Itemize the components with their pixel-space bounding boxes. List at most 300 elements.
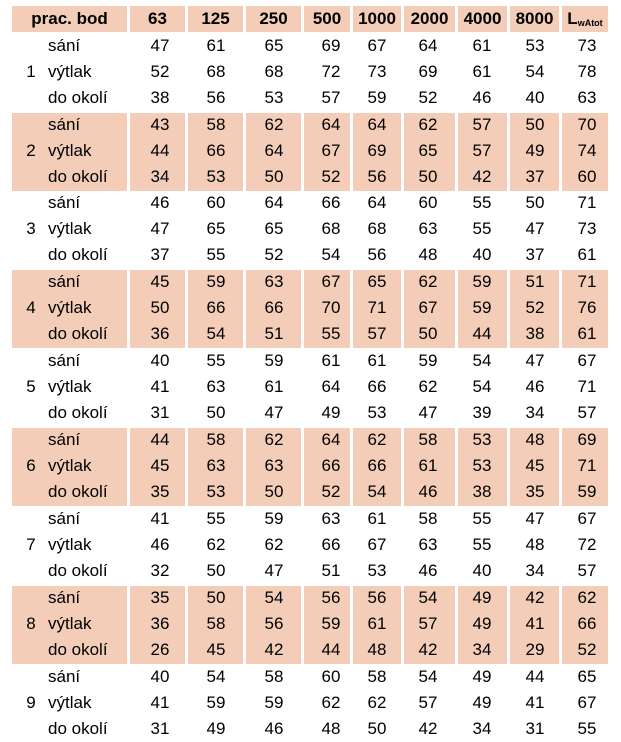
value-cell: 54 [321, 245, 341, 264]
value-cell: 36 [150, 324, 170, 343]
value-cell: 40 [150, 667, 170, 686]
header-freq-125: 125 [201, 9, 230, 28]
row-label: sání [48, 115, 81, 134]
value-cell: 59 [264, 509, 284, 528]
value-cell: 42 [418, 719, 438, 738]
value-cell: 46 [418, 561, 438, 580]
value-cell: 64 [321, 430, 341, 449]
total-cell: 69 [577, 430, 597, 449]
value-cell: 58 [206, 430, 226, 449]
row-label: do okolí [48, 403, 108, 422]
row-label: výtlak [48, 141, 92, 160]
value-cell: 57 [472, 115, 492, 134]
value-cell: 55 [472, 193, 492, 212]
header-label-cell [12, 6, 127, 32]
table-row [0, 321, 621, 347]
row-label: do okolí [48, 482, 108, 501]
total-cell: 78 [577, 62, 597, 81]
value-cell: 44 [150, 430, 170, 449]
table-row [0, 664, 621, 690]
value-cell: 53 [206, 167, 226, 186]
group-number: 7 [26, 535, 36, 554]
row-label: sání [48, 430, 81, 449]
value-cell: 59 [472, 272, 492, 291]
value-cell: 31 [150, 719, 170, 738]
row-label: sání [48, 193, 81, 212]
header-total-sub: wAtot [577, 18, 603, 28]
value-cell: 58 [367, 667, 387, 686]
value-cell: 57 [367, 324, 387, 343]
value-cell: 53 [472, 456, 492, 475]
table-row [0, 138, 621, 164]
total-cell: 73 [577, 36, 597, 55]
value-cell: 59 [206, 272, 226, 291]
header-freq-cell [188, 6, 243, 32]
total-cell: 55 [577, 719, 597, 738]
table-row [0, 59, 621, 85]
value-cell: 53 [367, 403, 387, 422]
value-cell: 50 [367, 719, 387, 738]
value-cell: 44 [525, 667, 545, 686]
value-cell: 49 [472, 614, 492, 633]
value-cell: 41 [150, 509, 170, 528]
header-label: prac. bod [31, 9, 108, 28]
value-cell: 50 [264, 167, 284, 186]
header-freq-1000: 1000 [358, 9, 396, 28]
value-cell: 54 [418, 667, 438, 686]
value-cell: 53 [264, 88, 284, 107]
value-cell: 40 [150, 351, 170, 370]
total-cell: 60 [577, 167, 597, 186]
total-cell: 71 [577, 456, 597, 475]
value-cell: 55 [321, 324, 341, 343]
value-cell: 63 [418, 219, 438, 238]
table-row [0, 532, 621, 558]
table-row [0, 611, 621, 637]
value-cell: 64 [367, 115, 387, 134]
table-row [0, 690, 621, 716]
group-number: 4 [26, 298, 36, 317]
value-cell: 66 [264, 298, 284, 317]
value-cell: 61 [321, 351, 341, 370]
table-row [0, 637, 621, 663]
value-cell: 37 [525, 167, 545, 186]
value-cell: 56 [367, 588, 387, 607]
value-cell: 55 [472, 509, 492, 528]
value-cell: 35 [150, 482, 170, 501]
table-row [0, 269, 621, 295]
value-cell: 66 [321, 456, 341, 475]
value-cell: 46 [264, 719, 284, 738]
value-cell: 55 [206, 351, 226, 370]
value-cell: 68 [367, 219, 387, 238]
total-cell: 52 [577, 640, 597, 659]
value-cell: 34 [150, 167, 170, 186]
value-cell: 44 [472, 324, 492, 343]
value-cell: 58 [206, 614, 226, 633]
header-freq-cell [130, 6, 185, 32]
value-cell: 63 [321, 509, 341, 528]
value-cell: 40 [525, 88, 545, 107]
value-cell: 56 [264, 614, 284, 633]
value-cell: 45 [525, 456, 545, 475]
header-freq-cell [246, 6, 301, 32]
total-cell: 61 [577, 324, 597, 343]
total-cell: 71 [577, 193, 597, 212]
row-label: do okolí [48, 324, 108, 343]
value-cell: 41 [525, 693, 545, 712]
total-cell: 57 [577, 403, 597, 422]
table-row [0, 558, 621, 584]
value-cell: 65 [264, 219, 284, 238]
value-cell: 47 [150, 36, 170, 55]
value-cell: 56 [321, 588, 341, 607]
value-cell: 52 [321, 167, 341, 186]
value-cell: 73 [367, 62, 387, 81]
value-cell: 53 [525, 36, 545, 55]
value-cell: 50 [418, 324, 438, 343]
value-cell: 58 [206, 115, 226, 134]
row-label: výtlak [48, 535, 92, 554]
row-label: sání [48, 36, 81, 55]
value-cell: 61 [367, 351, 387, 370]
row-label: výtlak [48, 456, 92, 475]
value-cell: 64 [264, 193, 284, 212]
value-cell: 56 [367, 245, 387, 264]
total-cell: 67 [577, 509, 597, 528]
row-label: výtlak [48, 693, 92, 712]
value-cell: 45 [150, 272, 170, 291]
value-cell: 48 [525, 535, 545, 554]
value-cell: 67 [367, 36, 387, 55]
value-cell: 50 [206, 588, 226, 607]
value-cell: 59 [472, 298, 492, 317]
value-cell: 57 [321, 88, 341, 107]
value-cell: 52 [264, 245, 284, 264]
table-row [0, 85, 621, 111]
row-label: do okolí [48, 88, 108, 107]
value-cell: 61 [367, 614, 387, 633]
value-cell: 42 [525, 588, 545, 607]
table-row [0, 585, 621, 611]
value-cell: 61 [472, 36, 492, 55]
value-cell: 38 [150, 88, 170, 107]
value-cell: 55 [472, 535, 492, 554]
total-cell: 59 [577, 482, 597, 501]
value-cell: 50 [525, 193, 545, 212]
table-row [0, 242, 621, 268]
value-cell: 64 [418, 36, 438, 55]
value-cell: 40 [472, 561, 492, 580]
value-cell: 46 [472, 88, 492, 107]
value-cell: 41 [150, 693, 170, 712]
value-cell: 44 [150, 141, 170, 160]
value-cell: 69 [418, 62, 438, 81]
value-cell: 48 [418, 245, 438, 264]
table-row [0, 216, 621, 242]
value-cell: 49 [321, 403, 341, 422]
value-cell: 65 [418, 141, 438, 160]
value-cell: 56 [367, 167, 387, 186]
value-cell: 56 [206, 88, 226, 107]
value-cell: 59 [321, 614, 341, 633]
value-cell: 55 [206, 245, 226, 264]
value-cell: 34 [472, 719, 492, 738]
value-cell: 59 [367, 88, 387, 107]
group-number: 5 [26, 377, 36, 396]
total-cell: 61 [577, 245, 597, 264]
header-freq-cell [458, 6, 507, 32]
value-cell: 29 [525, 640, 545, 659]
total-cell: 67 [577, 693, 597, 712]
header-freq-cell [404, 6, 455, 32]
header-freq-250: 250 [259, 9, 288, 28]
value-cell: 32 [150, 561, 170, 580]
value-cell: 38 [525, 324, 545, 343]
total-cell: 73 [577, 219, 597, 238]
value-cell: 47 [525, 351, 545, 370]
table-row [0, 112, 621, 138]
header-freq-63: 63 [148, 9, 167, 28]
value-cell: 52 [150, 62, 170, 81]
value-cell: 48 [367, 640, 387, 659]
value-cell: 50 [525, 115, 545, 134]
value-cell: 69 [321, 36, 341, 55]
value-cell: 54 [264, 588, 284, 607]
header-freq-8000: 8000 [515, 9, 554, 28]
value-cell: 57 [418, 693, 438, 712]
value-cell: 31 [150, 403, 170, 422]
total-cell: 74 [577, 141, 597, 160]
header-total-cell [562, 6, 608, 32]
value-cell: 67 [367, 535, 387, 554]
value-cell: 64 [321, 377, 341, 396]
value-cell: 65 [367, 272, 387, 291]
value-cell: 66 [367, 456, 387, 475]
value-cell: 55 [206, 509, 226, 528]
value-cell: 71 [367, 298, 387, 317]
value-cell: 47 [264, 561, 284, 580]
value-cell: 61 [206, 36, 226, 55]
header-freq-cell [353, 6, 401, 32]
total-cell: 57 [577, 561, 597, 580]
value-cell: 39 [472, 403, 492, 422]
table-row [0, 716, 621, 742]
group-number: 3 [26, 219, 36, 238]
value-cell: 54 [206, 667, 226, 686]
row-label: sání [48, 509, 81, 528]
group-number: 8 [26, 614, 36, 633]
value-cell: 51 [321, 561, 341, 580]
table-row [0, 479, 621, 505]
value-cell: 61 [472, 62, 492, 81]
value-cell: 49 [472, 667, 492, 686]
row-label: výtlak [48, 62, 92, 81]
value-cell: 62 [321, 693, 341, 712]
value-cell: 55 [472, 219, 492, 238]
table-row [0, 348, 621, 374]
table-row [0, 453, 621, 479]
group-number: 6 [26, 456, 36, 475]
value-cell: 44 [321, 640, 341, 659]
value-cell: 63 [206, 377, 226, 396]
value-cell: 61 [418, 456, 438, 475]
total-cell: 72 [577, 535, 597, 554]
header-freq-4000: 4000 [463, 9, 502, 28]
value-cell: 52 [525, 298, 545, 317]
value-cell: 48 [321, 719, 341, 738]
value-cell: 68 [321, 219, 341, 238]
value-cell: 58 [418, 509, 438, 528]
total-cell: 71 [577, 272, 597, 291]
value-cell: 49 [472, 588, 492, 607]
value-cell: 52 [418, 88, 438, 107]
value-cell: 50 [150, 298, 170, 317]
value-cell: 42 [472, 167, 492, 186]
value-cell: 36 [150, 614, 170, 633]
value-cell: 46 [150, 193, 170, 212]
table-row [0, 164, 621, 190]
value-cell: 49 [206, 719, 226, 738]
row-label: sání [48, 351, 81, 370]
value-cell: 52 [321, 482, 341, 501]
total-cell: 67 [577, 351, 597, 370]
total-cell: 71 [577, 377, 597, 396]
value-cell: 54 [472, 351, 492, 370]
value-cell: 57 [472, 141, 492, 160]
row-label: do okolí [48, 640, 108, 659]
value-cell: 54 [472, 377, 492, 396]
value-cell: 26 [150, 640, 170, 659]
value-cell: 64 [321, 115, 341, 134]
value-cell: 49 [525, 141, 545, 160]
header-freq-cell [304, 6, 350, 32]
value-cell: 54 [206, 324, 226, 343]
value-cell: 46 [150, 535, 170, 554]
value-cell: 67 [321, 272, 341, 291]
value-cell: 65 [206, 219, 226, 238]
value-cell: 50 [418, 167, 438, 186]
value-cell: 60 [418, 193, 438, 212]
value-cell: 50 [206, 403, 226, 422]
value-cell: 66 [367, 377, 387, 396]
value-cell: 53 [206, 482, 226, 501]
value-cell: 66 [321, 193, 341, 212]
value-cell: 69 [367, 141, 387, 160]
row-label: výtlak [48, 219, 92, 238]
value-cell: 63 [206, 456, 226, 475]
value-cell: 47 [150, 219, 170, 238]
value-cell: 65 [264, 36, 284, 55]
value-cell: 47 [525, 219, 545, 238]
value-cell: 42 [418, 640, 438, 659]
value-cell: 41 [525, 614, 545, 633]
table-row [0, 190, 621, 216]
value-cell: 43 [150, 115, 170, 134]
value-cell: 68 [206, 62, 226, 81]
value-cell: 31 [525, 719, 545, 738]
value-cell: 60 [321, 667, 341, 686]
value-cell: 42 [264, 640, 284, 659]
value-cell: 50 [264, 482, 284, 501]
value-cell: 37 [525, 245, 545, 264]
value-cell: 51 [264, 324, 284, 343]
value-cell: 59 [264, 351, 284, 370]
total-cell: 70 [577, 115, 597, 134]
value-cell: 34 [525, 403, 545, 422]
value-cell: 61 [264, 377, 284, 396]
value-cell: 63 [264, 272, 284, 291]
value-cell: 60 [206, 193, 226, 212]
total-cell: 63 [577, 88, 597, 107]
row-label: výtlak [48, 614, 92, 633]
value-cell: 45 [150, 456, 170, 475]
value-cell: 62 [264, 115, 284, 134]
row-label: výtlak [48, 377, 92, 396]
header-total: L [567, 9, 578, 28]
value-cell: 35 [150, 588, 170, 607]
value-cell: 67 [418, 298, 438, 317]
table-row [0, 295, 621, 321]
value-cell: 54 [367, 482, 387, 501]
value-cell: 64 [264, 141, 284, 160]
value-cell: 54 [418, 588, 438, 607]
value-cell: 58 [418, 430, 438, 449]
value-cell: 57 [418, 614, 438, 633]
value-cell: 34 [472, 640, 492, 659]
row-label: do okolí [48, 245, 108, 264]
value-cell: 66 [321, 535, 341, 554]
value-cell: 41 [150, 377, 170, 396]
header-freq-cell [510, 6, 559, 32]
value-cell: 59 [264, 693, 284, 712]
value-cell: 47 [525, 509, 545, 528]
value-cell: 62 [418, 115, 438, 134]
row-label: do okolí [48, 167, 108, 186]
value-cell: 61 [367, 509, 387, 528]
table-row [0, 506, 621, 532]
group-number: 1 [26, 62, 36, 81]
total-cell: 65 [577, 667, 597, 686]
value-cell: 35 [525, 482, 545, 501]
value-cell: 46 [525, 377, 545, 396]
header-freq-500: 500 [312, 9, 342, 28]
value-cell: 62 [418, 272, 438, 291]
value-cell: 53 [472, 430, 492, 449]
value-cell: 62 [206, 535, 226, 554]
value-cell: 68 [264, 62, 284, 81]
value-cell: 59 [418, 351, 438, 370]
value-cell: 62 [367, 693, 387, 712]
total-cell: 62 [577, 588, 597, 607]
value-cell: 66 [206, 298, 226, 317]
row-label: výtlak [48, 298, 92, 317]
value-cell: 37 [150, 245, 170, 264]
value-cell: 63 [418, 535, 438, 554]
group-number: 9 [26, 693, 36, 712]
value-cell: 46 [418, 482, 438, 501]
value-cell: 58 [264, 667, 284, 686]
value-cell: 45 [206, 640, 226, 659]
value-cell: 47 [418, 403, 438, 422]
value-cell: 54 [525, 62, 545, 81]
value-cell: 63 [264, 456, 284, 475]
value-cell: 34 [525, 561, 545, 580]
row-label: sání [48, 272, 81, 291]
table-row [0, 427, 621, 453]
table-row [0, 33, 621, 59]
table-header [12, 6, 608, 32]
